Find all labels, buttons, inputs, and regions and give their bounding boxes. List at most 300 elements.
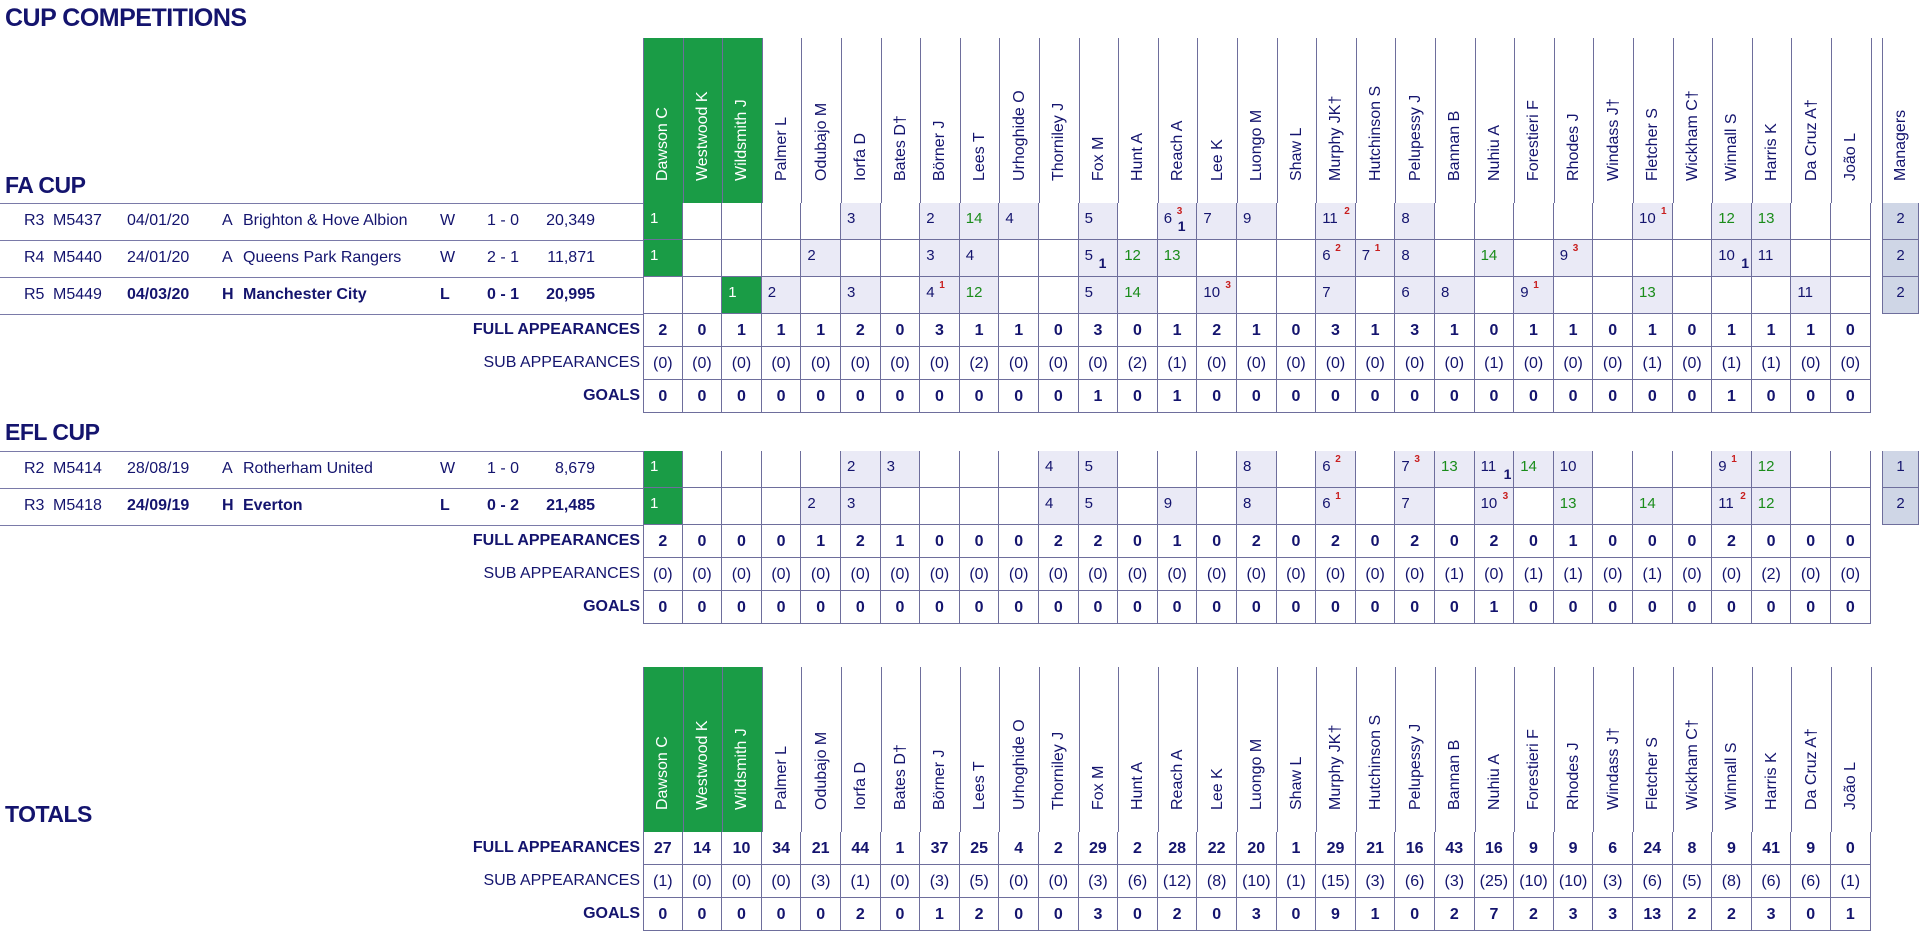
match-cell [762, 203, 802, 240]
match-cell [1633, 488, 1673, 525]
sub-appearances-value: (0) [1158, 558, 1198, 591]
total-sub-appearances-value: (1) [1831, 865, 1871, 898]
match-cell [1356, 240, 1396, 277]
sub-appearances-value: (0) [1039, 347, 1079, 380]
match-venue: H [222, 497, 234, 514]
full-appearances-value: 1 [762, 314, 802, 347]
match-attendance: 20,349 [546, 212, 595, 229]
shirt-number: 3 [886, 458, 895, 475]
match-cell [1712, 203, 1752, 240]
match-cell [722, 488, 762, 525]
goals-value: 1 [1158, 380, 1198, 413]
goals-value: 0 [1752, 591, 1792, 624]
goals-value: 0 [1395, 380, 1435, 413]
total-full-appearances-value: 9 [1791, 832, 1831, 865]
match-cell [1158, 203, 1198, 240]
total-full-appearances-value: 28 [1158, 832, 1198, 865]
match-cell [1158, 277, 1198, 314]
player-name: Westwood K [693, 91, 711, 181]
shirt-number: 14 [1639, 495, 1656, 512]
match-round: R3 [24, 212, 45, 229]
player-header [1593, 38, 1633, 203]
goals-value: 0 [801, 591, 841, 624]
section-rule [0, 451, 643, 452]
goals-value: 0 [683, 380, 723, 413]
sub-appearances-value: (0) [1079, 558, 1119, 591]
player-header [881, 667, 921, 832]
total-goals-value: 0 [683, 898, 723, 931]
shirt-number: 4 [1005, 210, 1014, 227]
managers-label: Managers [1892, 109, 1909, 181]
match-cell [841, 240, 881, 277]
total-sub-appearances-value: (1) [841, 865, 881, 898]
managers-header [1882, 38, 1919, 203]
total-goals-value: 0 [722, 898, 762, 931]
player-name: Iorfa D [852, 132, 870, 181]
player-name: Forestieri F [1525, 729, 1543, 810]
full-appearances-value: 1 [960, 314, 1000, 347]
match-cell [1791, 277, 1831, 314]
goals-value: 1 [1475, 591, 1515, 624]
shirt-number: 12 [965, 284, 983, 301]
sub-appearances-value: (0) [1197, 347, 1237, 380]
match-cell [722, 203, 762, 240]
shirt-number: 6 [1322, 495, 1331, 512]
match-cell [1316, 451, 1356, 488]
player-name: Hunt A [1129, 761, 1147, 810]
match-cell [683, 451, 723, 488]
match-cell [1831, 277, 1871, 314]
player-header [841, 38, 881, 203]
player-name: Reach A [1169, 120, 1187, 181]
player-name: Hutchinson S [1367, 85, 1385, 181]
full-appearances-value: 0 [1831, 525, 1871, 558]
sub-appearances-value: (1) [1475, 347, 1515, 380]
match-cell [1118, 277, 1158, 314]
total-goals-value: 3 [1237, 898, 1277, 931]
full-appearances-value: 0 [1593, 314, 1633, 347]
player-name: Rhodes J [1565, 113, 1583, 181]
match-cell [1277, 451, 1317, 488]
full-appearances-value: 1 [1158, 314, 1198, 347]
sub-appearances-value: (0) [1514, 347, 1554, 380]
match-cell [1039, 277, 1079, 314]
match-cell [1197, 488, 1237, 525]
total-full-appearances-value: 2 [1118, 832, 1158, 865]
player-header [1435, 38, 1475, 203]
shirt-number: 14 [965, 210, 983, 227]
match-cell [1554, 277, 1594, 314]
player-header [1277, 38, 1317, 203]
player-name: Pelupessy J [1406, 723, 1424, 810]
manager-number: 2 [1896, 284, 1905, 301]
match-cell [1593, 488, 1633, 525]
match-cell [1435, 203, 1475, 240]
goals-value: 0 [1593, 380, 1633, 413]
match-cell [683, 277, 723, 314]
player-name: Palmer L [773, 745, 791, 810]
shirt-number: 11 [1797, 284, 1813, 301]
match-date: 24/01/20 [127, 249, 190, 266]
sub-appearances-value: (0) [1791, 558, 1831, 591]
sub-appearances-value: (0) [683, 347, 723, 380]
total-sub-appearances-value: (1) [643, 865, 683, 898]
match-cell [1633, 240, 1673, 277]
total-full-appearances-value: 25 [960, 832, 1000, 865]
match-cell [1673, 203, 1713, 240]
player-header [1197, 38, 1237, 203]
sub-appearances-value: (0) [762, 347, 802, 380]
player-name: Forestieri F [1525, 100, 1543, 181]
match-cell [841, 451, 881, 488]
goals-value: 0 [999, 591, 1039, 624]
match-cell [1831, 451, 1871, 488]
player-name: Urhoghide O [1010, 90, 1028, 181]
total-sub-appearances-value: (8) [1197, 865, 1237, 898]
match-cell [1356, 488, 1396, 525]
player-name: Lees T [971, 761, 989, 810]
match-cell [1514, 277, 1554, 314]
total-sub-appearances-value: (0) [722, 865, 762, 898]
shirt-number: 1 [728, 284, 737, 301]
total-goals-label: GOALS [583, 905, 640, 922]
full-appearances-value: 2 [643, 525, 683, 558]
full-appearances-value: 0 [1277, 314, 1317, 347]
match-cell [1554, 488, 1594, 525]
sub-appearances-value: (0) [999, 347, 1039, 380]
goals-value: 0 [1079, 591, 1119, 624]
match-cell [1752, 203, 1792, 240]
full-appearances-value: 1 [801, 314, 841, 347]
match-cell [920, 240, 960, 277]
sub-appearances-value: (0) [1435, 347, 1475, 380]
player-header [841, 667, 881, 832]
player-header [1237, 667, 1277, 832]
match-cell [1633, 277, 1673, 314]
goals-value: 0 [1752, 380, 1792, 413]
match-cell [1158, 240, 1198, 277]
total-sub-appearances-value: (0) [1039, 865, 1079, 898]
full-appearances-value: 0 [1752, 525, 1792, 558]
match-cell [1079, 277, 1119, 314]
shirt-number: 13 [1441, 458, 1458, 475]
full-appearances-value: 1 [1554, 314, 1594, 347]
player-name: Rhodes J [1565, 742, 1583, 810]
match-venue: A [222, 212, 233, 229]
player-header [999, 667, 1039, 832]
full-appearances-value: 2 [1395, 525, 1435, 558]
goals-value: 0 [841, 380, 881, 413]
match-attendance: 8,679 [554, 460, 595, 477]
match-cell [1514, 488, 1554, 525]
match-cell [643, 488, 683, 525]
manager-number: 1 [1896, 458, 1905, 475]
sub-appearances-value: (0) [1554, 347, 1594, 380]
match-cell [722, 240, 762, 277]
match-cell [920, 451, 960, 488]
player-name: João L [1842, 761, 1860, 810]
shirt-number: 13 [1559, 495, 1577, 512]
player-header [1039, 667, 1079, 832]
shirt-number: 7 [1401, 458, 1410, 475]
sub-appearances-value: (0) [1791, 347, 1831, 380]
match-cell [1316, 240, 1356, 277]
match-cell [1118, 488, 1158, 525]
shirt-number: 5 [1084, 247, 1093, 264]
match-cell [643, 240, 683, 277]
sub-appearances-value: (0) [1831, 347, 1871, 380]
match-cell [1197, 451, 1237, 488]
shirt-number: 14 [1480, 247, 1498, 264]
shirt-number: 7 [1401, 495, 1410, 512]
match-cell [1118, 203, 1158, 240]
match-cell [1831, 240, 1871, 277]
match-cell [801, 203, 841, 240]
sub-appearances-value: (0) [1197, 558, 1237, 591]
player-name: Bannan B [1446, 739, 1464, 810]
player-header [1712, 667, 1752, 832]
goals-value: 0 [1791, 380, 1831, 413]
shirt-number: 10 [1480, 495, 1498, 512]
booking-marker: 1 [1533, 280, 1539, 291]
match-cell [1791, 488, 1831, 525]
shirt-number: 3 [847, 210, 856, 227]
row-rule [0, 488, 643, 489]
total-sub-appearances-value: (0) [999, 865, 1039, 898]
player-name: Bates D† [891, 115, 909, 181]
match-cell [1475, 277, 1515, 314]
goals-value: 0 [920, 591, 960, 624]
goals-marker: 1 [1741, 255, 1749, 271]
goals-value: 0 [762, 591, 802, 624]
match-score: 2 - 1 [487, 249, 520, 266]
sub-appearances-value: (0) [1039, 558, 1079, 591]
shirt-number: 10 [1718, 247, 1735, 264]
player-name: Fox M [1089, 136, 1107, 181]
player-header [1395, 667, 1435, 832]
full-appearances-value: 3 [920, 314, 960, 347]
full-appearances-value: 1 [1554, 525, 1594, 558]
total-full-appearances-value: 16 [1395, 832, 1435, 865]
match-cell [643, 277, 683, 314]
full-appearances-value: 3 [1316, 314, 1356, 347]
full-appearances-value: 1 [1712, 314, 1752, 347]
total-goals-value: 2 [1673, 898, 1713, 931]
shirt-number: 12 [1124, 247, 1141, 264]
player-header [960, 38, 1000, 203]
shirt-number: 6 [1401, 284, 1410, 301]
total-sub-appearances-value: (0) [881, 865, 921, 898]
total-full-appearances-label: FULL APPEARANCES [472, 839, 640, 856]
total-goals-value: 0 [1277, 898, 1317, 931]
shirt-number: 4 [1045, 495, 1054, 512]
goals-value: 0 [1277, 380, 1317, 413]
goals-value: 0 [1554, 591, 1594, 624]
goals-value: 0 [1514, 591, 1554, 624]
match-round: R5 [24, 286, 45, 303]
player-name: Lees T [971, 132, 989, 181]
sub-appearances-value: (2) [1118, 347, 1158, 380]
total-full-appearances-value: 0 [1831, 832, 1871, 865]
sub-appearances-value: (0) [1593, 558, 1633, 591]
total-sub-appearances-value: (6) [1791, 865, 1831, 898]
player-name: Iorfa D [852, 761, 870, 810]
sub-appearances-value: (1) [1752, 347, 1792, 380]
shirt-number: 9 [1163, 495, 1173, 512]
player-name: João L [1842, 132, 1860, 181]
sub-appearances-value: (1) [1158, 347, 1198, 380]
match-cell [1316, 488, 1356, 525]
manager-number: 2 [1896, 247, 1905, 264]
goals-value: 0 [722, 380, 762, 413]
goals-value: 0 [1554, 380, 1594, 413]
row-rule [0, 240, 643, 241]
full-appearances-value: 0 [1593, 525, 1633, 558]
total-goals-value: 7 [1475, 898, 1515, 931]
total-goals-value: 1 [1356, 898, 1396, 931]
player-name: Odubajo M [812, 102, 830, 181]
player-name: Urhoghide O [1010, 719, 1028, 810]
full-appearances-value: 0 [1514, 525, 1554, 558]
shirt-number: 2 [926, 210, 935, 227]
match-cell [960, 203, 1000, 240]
match-cell [722, 277, 762, 314]
total-sub-appearances-value: (3) [920, 865, 960, 898]
sub-appearances-value: (0) [801, 347, 841, 380]
full-appearances-value: 0 [1356, 525, 1396, 558]
player-header [1831, 38, 1871, 203]
player-name: Odubajo M [812, 731, 830, 810]
player-name: Murphy JK† [1327, 724, 1345, 810]
manager-number: 2 [1896, 210, 1905, 227]
sub-appearances-value: (0) [1237, 558, 1277, 591]
player-name: Da Cruz A† [1802, 99, 1820, 181]
player-name: Pelupessy J [1406, 94, 1424, 181]
shirt-number: 2 [807, 247, 816, 264]
sub-appearances-value: (0) [722, 347, 762, 380]
full-appearances-value: 0 [1118, 525, 1158, 558]
total-full-appearances-value: 9 [1712, 832, 1752, 865]
player-name: Nuhiu A [1485, 753, 1503, 810]
match-score: 1 - 0 [487, 460, 520, 477]
total-sub-appearances-value: (6) [1752, 865, 1792, 898]
match-cell [1831, 203, 1871, 240]
total-goals-value: 0 [999, 898, 1039, 931]
player-name: Luongo M [1248, 109, 1266, 181]
sub-appearances-value: (0) [1475, 558, 1515, 591]
match-cell [762, 451, 802, 488]
full-appearances-value: 0 [1039, 314, 1079, 347]
shirt-number: 11 [1480, 458, 1497, 475]
total-full-appearances-value: 29 [1316, 832, 1356, 865]
player-name: Shaw L [1287, 756, 1305, 810]
booking-marker: 1 [1661, 206, 1667, 217]
total-sub-appearances-value: (5) [960, 865, 1000, 898]
full-appearances-value: 2 [1712, 525, 1752, 558]
shirt-number: 8 [1243, 495, 1252, 512]
shirt-number: 1 [650, 210, 659, 227]
player-name: Wildsmith J [733, 728, 751, 810]
match-cell [1079, 451, 1119, 488]
match-cell [722, 451, 762, 488]
booking-marker: 1 [1335, 491, 1341, 502]
match-cell [960, 277, 1000, 314]
match-cell [999, 240, 1039, 277]
match-cell [1395, 277, 1435, 314]
player-header [999, 38, 1039, 203]
total-full-appearances-value: 9 [1514, 832, 1554, 865]
sub-appearances-value: (0) [1237, 347, 1277, 380]
match-cell [1712, 488, 1752, 525]
match-cell [1752, 488, 1792, 525]
match-cell [841, 488, 881, 525]
full-appearances-value: 1 [801, 525, 841, 558]
match-code: M5440 [53, 249, 102, 266]
sub-appearances-value: (1) [1712, 347, 1752, 380]
player-header [1277, 667, 1317, 832]
player-header [960, 667, 1000, 832]
full-appearances-value: 1 [1435, 314, 1475, 347]
total-sub-appearances-value: (3) [1356, 865, 1396, 898]
sub-appearances-label: SUB APPEARANCES [483, 354, 640, 371]
goals-value: 0 [1197, 380, 1237, 413]
match-cell [1356, 451, 1396, 488]
goals-value: 0 [1435, 380, 1475, 413]
sub-appearances-value: (0) [1831, 558, 1871, 591]
match-attendance: 21,485 [546, 497, 595, 514]
match-cell [1475, 240, 1515, 277]
match-cell [1039, 240, 1079, 277]
goals-label: GOALS [583, 598, 640, 615]
goals-value: 0 [881, 380, 921, 413]
shirt-number: 5 [1084, 495, 1093, 512]
match-cell [1237, 488, 1277, 525]
player-header [1237, 38, 1277, 203]
match-opponent: Rotherham United [243, 460, 373, 477]
match-round: R4 [24, 249, 45, 266]
goals-value: 0 [881, 591, 921, 624]
player-name: Harris K [1763, 123, 1781, 181]
shirt-number: 13 [1757, 210, 1775, 227]
match-cell [1712, 240, 1752, 277]
match-cell [801, 240, 841, 277]
full-appearances-value: 0 [1277, 525, 1317, 558]
player-header [1554, 38, 1594, 203]
player-name: Fletcher S [1644, 737, 1662, 810]
shirt-number: 6 [1322, 247, 1331, 264]
match-attendance: 11,871 [547, 249, 595, 266]
total-goals-value: 2 [841, 898, 881, 931]
total-sub-appearances-value: (1) [1277, 865, 1317, 898]
match-cell [1593, 451, 1633, 488]
shirt-number: 3 [847, 284, 856, 301]
goals-value: 0 [1356, 380, 1396, 413]
player-header [801, 667, 841, 832]
match-cell [1079, 240, 1119, 277]
sub-appearances-value: (0) [1673, 558, 1713, 591]
goals-value: 0 [801, 380, 841, 413]
total-goals-value: 3 [1752, 898, 1792, 931]
match-opponent: Everton [243, 497, 303, 514]
sub-appearances-value: (0) [1079, 347, 1119, 380]
goals-value: 0 [1118, 591, 1158, 624]
goals-value: 0 [1039, 380, 1079, 413]
match-cell [1395, 240, 1435, 277]
player-name: Thorniley J [1050, 731, 1068, 810]
row-rule [0, 277, 643, 278]
player-name: Reach A [1169, 749, 1187, 810]
sub-appearances-value: (0) [1593, 347, 1633, 380]
